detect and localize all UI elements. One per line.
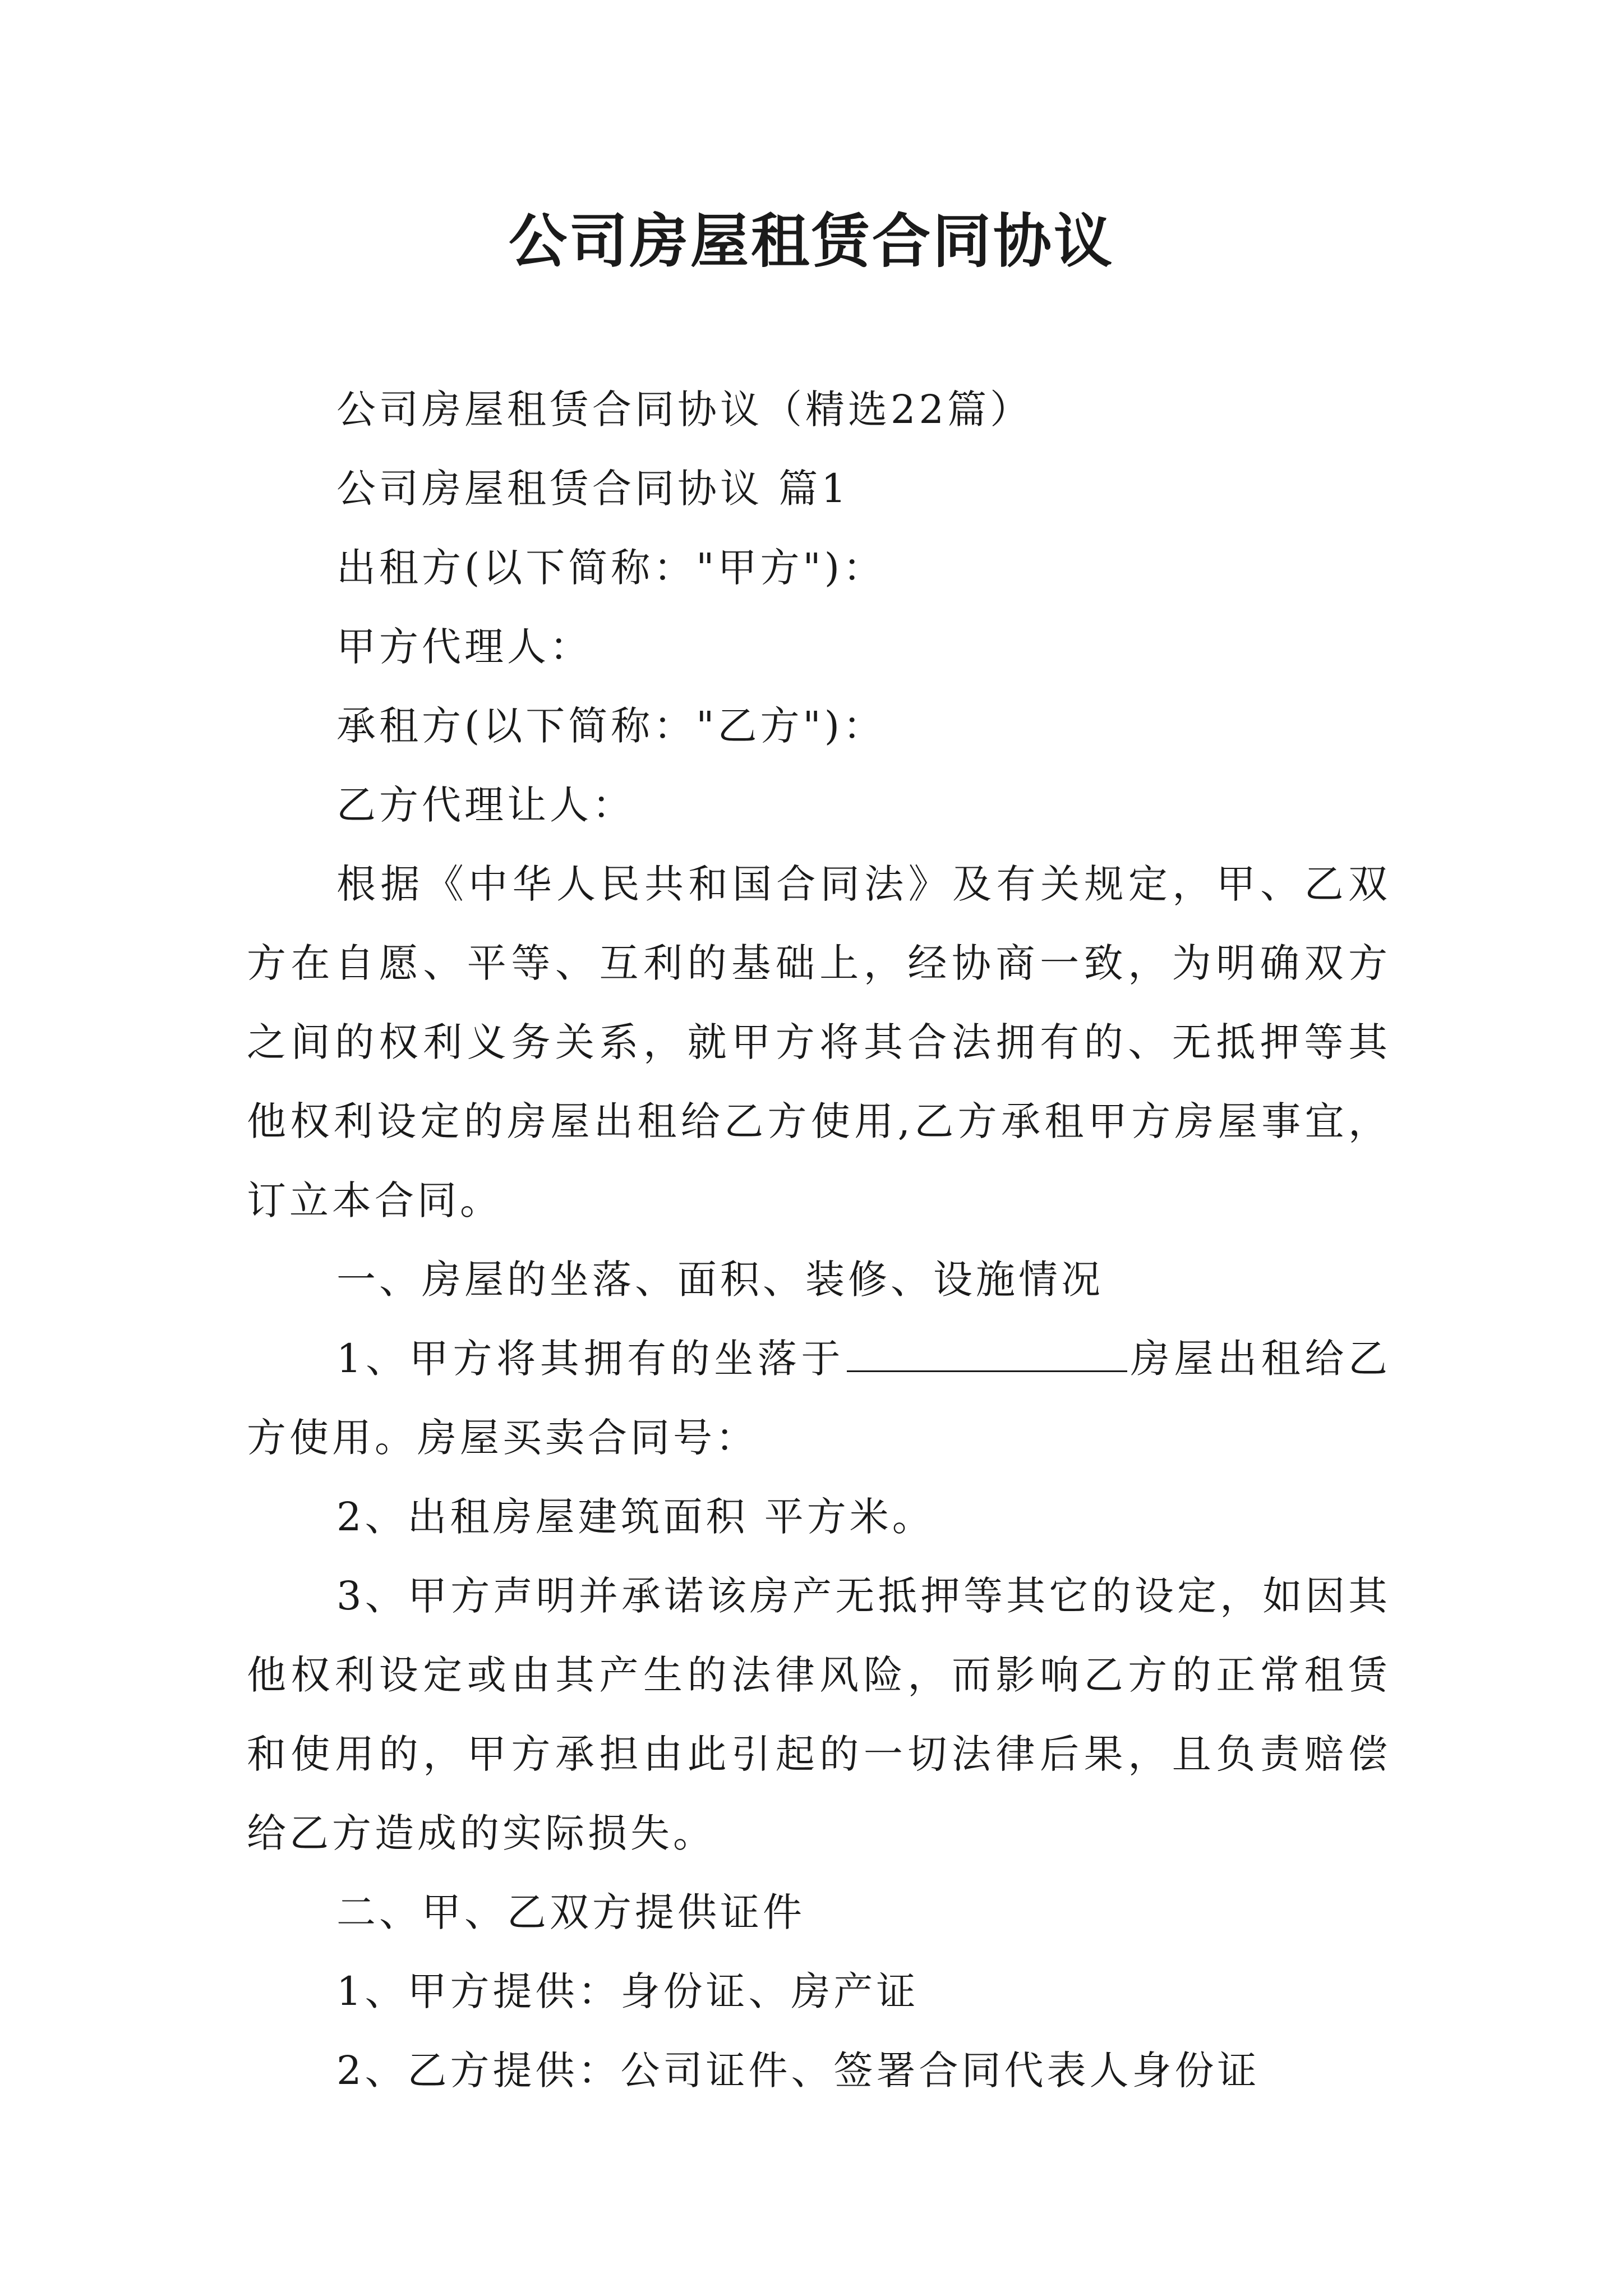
preamble-paragraph: 根据《中华人民共和国合同法》及有关规定，甲、乙双方在自愿、平等、互利的基础上，经协商一致，为明确双方之间的权利义务关系，就甲方将其合法拥有的、无抵押等其他权利设定的房屋出租给乙方使用,乙方承租甲方房屋事宜，订立本合同。 bbox=[247, 861, 1391, 1223]
section-heading: 公司房屋租赁合同协议 篇1 bbox=[336, 466, 850, 512]
clause-1-3: 3、甲方声明并承诺该房产无抵押等其它的设定，如因其他权利设定或由其产生的法律风险，而影响乙方的正常租赁和使用的，甲方承担由此引起的一切法律后果，且负责赔偿给乙方造成的实际损失。 bbox=[247, 1573, 1391, 1856]
clause-1-1-after: 房屋出租给乙方使用。房屋买卖合同号： bbox=[247, 1336, 1391, 1461]
article-1-heading: 一、房屋的坐落、面积、装修、设施情况 bbox=[336, 1257, 1104, 1303]
clause-1-1 bbox=[247, 1319, 1391, 1478]
lessor-line: 出租方(以下简称："甲方")： bbox=[336, 545, 886, 591]
article-2-heading: 二、甲、乙双方提供证件 bbox=[336, 1889, 805, 1935]
document-title: 公司房屋租赁合同协议 bbox=[508, 207, 1114, 275]
clause-2-2: 2、乙方提供：公司证件、签署合同代表人身份证 bbox=[336, 2047, 1260, 2093]
clause-2-1: 1、甲方提供：身份证、房产证 bbox=[336, 1968, 919, 2014]
clause-1-1-before: 1、甲方将其拥有的坐落于 bbox=[336, 1336, 845, 1382]
clause-1-2: 2、出租房屋建筑面积 平方米。 bbox=[336, 1494, 935, 1540]
document-body bbox=[247, 370, 1391, 2110]
lessee-agent-line: 乙方代理让人： bbox=[336, 782, 635, 828]
lessor-agent-line: 甲方代理人： bbox=[336, 624, 592, 670]
lessee-line: 承租方(以下简称："乙方")： bbox=[336, 703, 886, 749]
subtitle-line: 公司房屋租赁合同协议（精选22篇） bbox=[336, 386, 1033, 432]
location-blank bbox=[847, 1337, 1127, 1372]
